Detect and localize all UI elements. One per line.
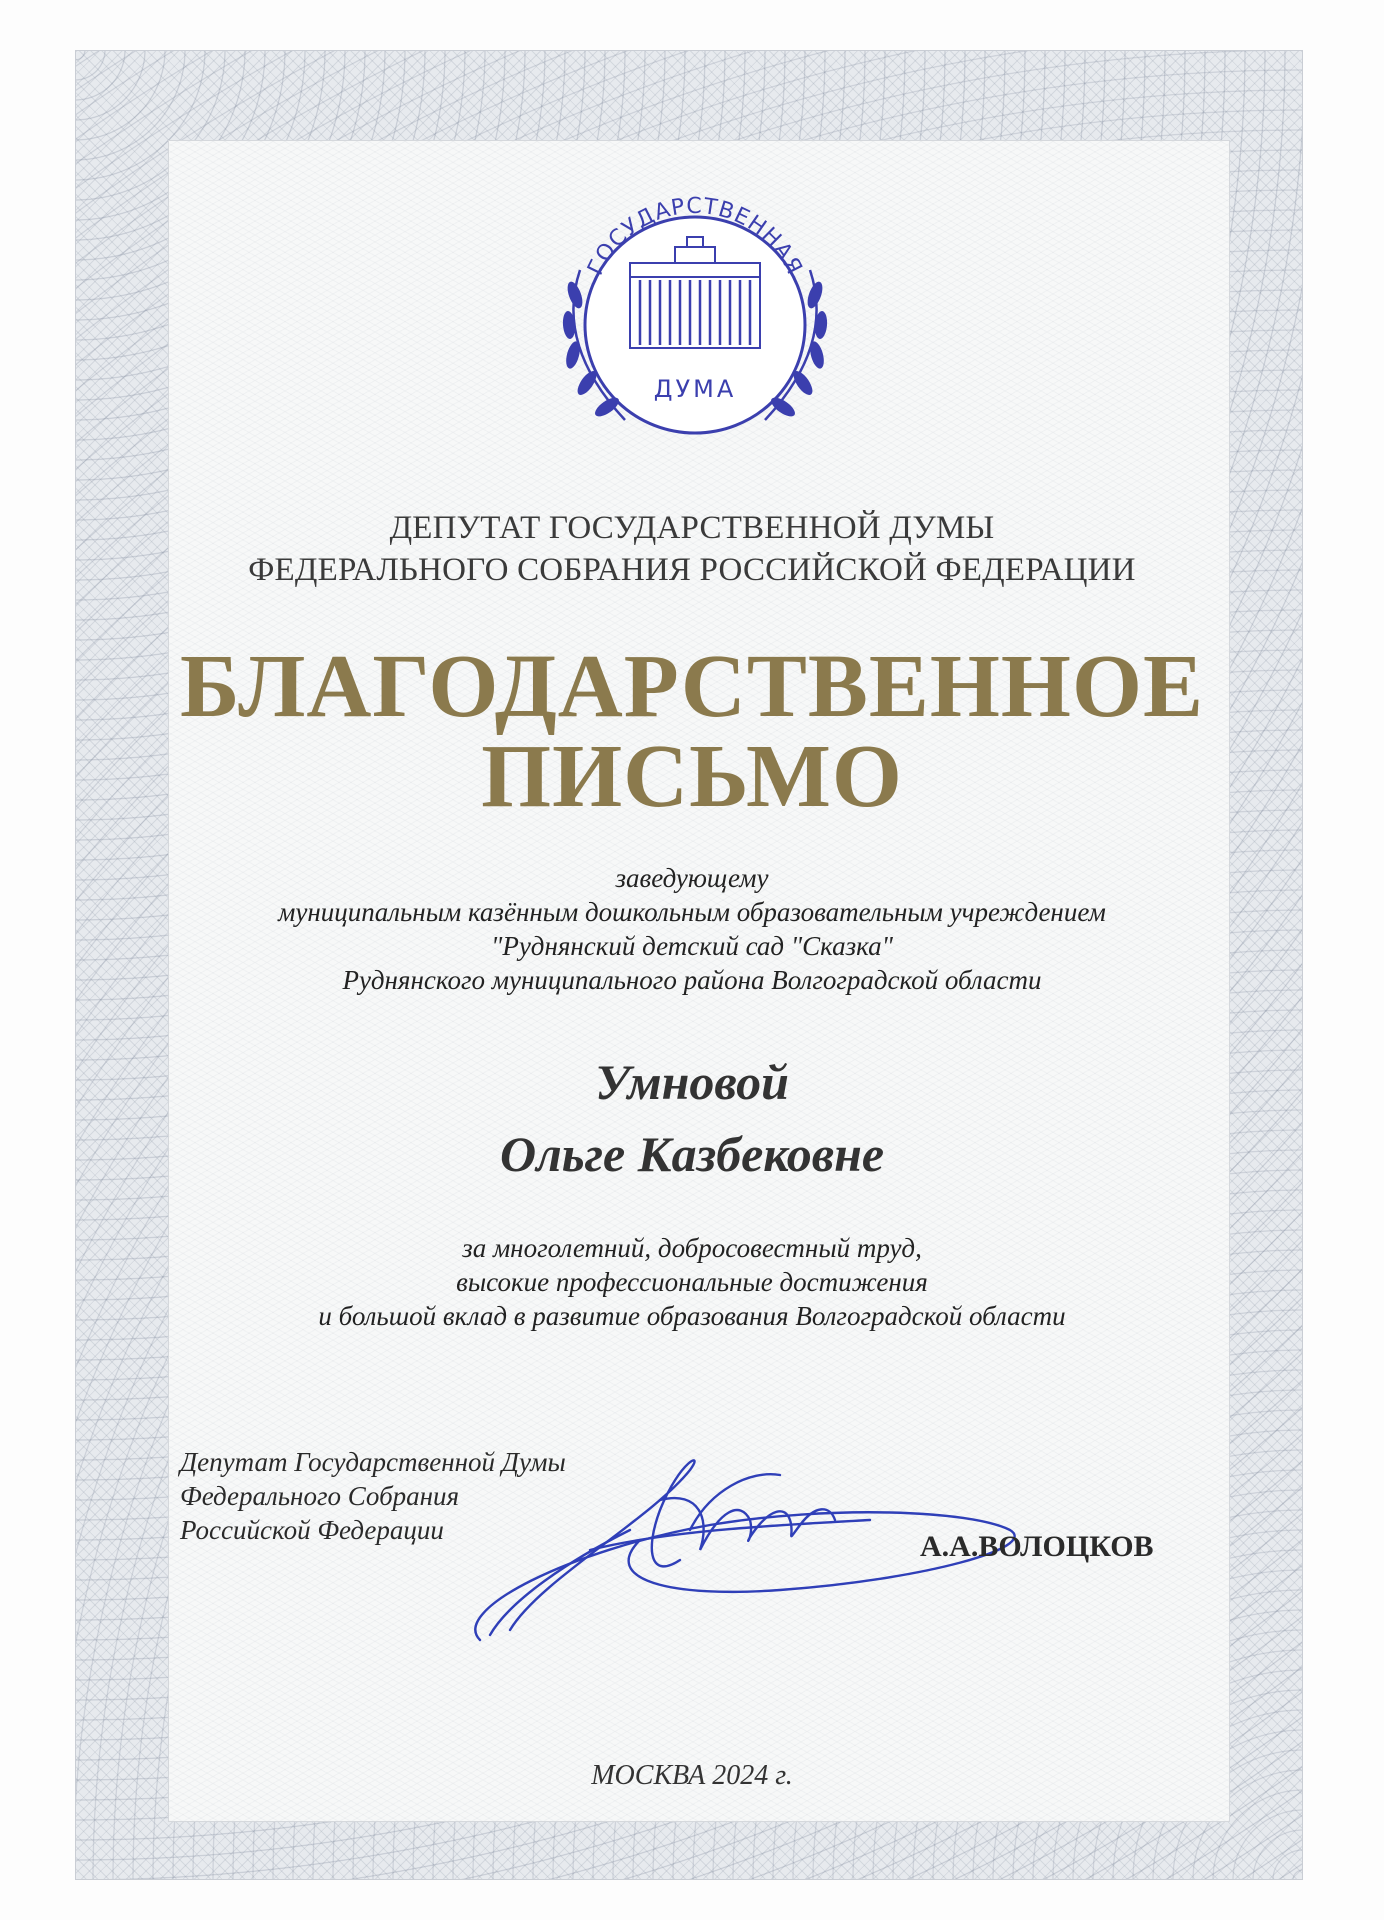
recipient-org-line-3: Руднянского муниципального района Волгоградской области — [342, 965, 1042, 995]
document-title-line-1: БЛАГОДАРСТВЕННОЕ — [180, 637, 1204, 736]
signatory-position-line-3: Российской Федерации — [180, 1515, 444, 1545]
signatory-position-line-2: Федерального Собрания — [180, 1481, 460, 1511]
emblem-top-text: ГОСУДАРСТВЕННАЯ — [583, 193, 807, 280]
recipient-role: заведующему — [615, 863, 769, 893]
reason-line-2: высокие профессиональные достижения — [456, 1267, 928, 1297]
header-line-2: ФЕДЕРАЛЬНОГО СОБРАНИЯ РОССИЙСКОЙ ФЕДЕРАЦИИ — [248, 552, 1136, 588]
document-title-line-2: ПИСЬМО — [481, 727, 903, 826]
recipient-surname: Умновой — [595, 1054, 789, 1110]
reason-line-3: и большой вклад в развитие образования Волгоградской области — [318, 1301, 1066, 1331]
state-duma-emblem — [535, 185, 855, 445]
recipient-given-names: Ольге Казбековне — [499, 1126, 885, 1182]
reason-line-1: за многолетний, добросовестный труд, — [462, 1233, 922, 1263]
place-and-date: МОСКВА 2024 г. — [591, 1760, 793, 1791]
emblem-bottom-text: ДУМА — [653, 375, 737, 403]
recipient-org-line-1: муниципальным казённым дошкольным образовательным учреждением — [278, 897, 1106, 927]
signatory-name: А.А.ВОЛОЦКОВ — [920, 1530, 1154, 1563]
header-line-1: ДЕПУТАТ ГОСУДАРСТВЕННОЙ ДУМЫ — [389, 510, 995, 546]
recipient-org-line-2: "Руднянский детский сад "Сказка" — [491, 931, 893, 961]
signatory-position-line-1: Депутат Государственной Думы — [180, 1447, 566, 1477]
